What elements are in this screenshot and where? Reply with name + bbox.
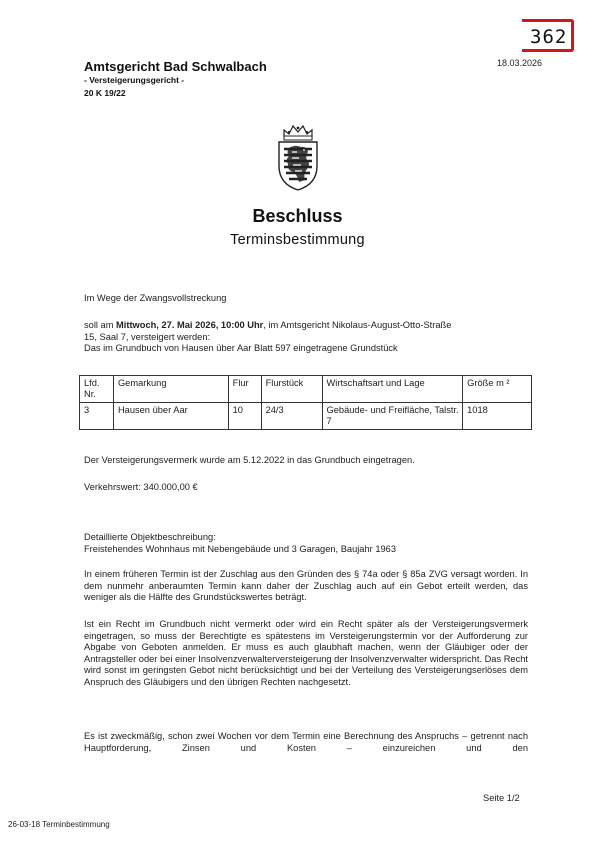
court-name: Amtsgericht Bad Schwalbach xyxy=(84,59,267,74)
paragraph-claim-calculation: Es ist zweckmäßig, schon zwei Wochen vor dem Termin eine Berechnung des Anspruchs – getrennt nach Hauptforderung, Zinsen und Kosten – einzureichen und den xyxy=(84,731,528,753)
badge-number: 362 xyxy=(530,26,568,48)
paragraph-prior-term: In einem früheren Termin ist der Zuschlag aus den Gründen des § 74a oder § 85a ZVG versagt worden. In dem nunmehr anberaumten Termin kann daher der Zuschlag auch auf ein Gebot erteilt werden, das weniger als die Hälfte des Grundstückswertes beträgt. xyxy=(84,569,528,603)
auction-room: 15, Saal 7, versteigert werden: xyxy=(84,331,211,342)
table-cell: 3 xyxy=(80,403,114,430)
column-header: Flurstück xyxy=(261,376,322,403)
auction-prefix: soll am xyxy=(84,320,117,330)
description-heading: Detaillierte Objektbeschreibung: xyxy=(84,532,216,542)
page-indicator: Seite 1/2 xyxy=(483,793,520,803)
market-value: Verkehrswert: 340.000,00 € xyxy=(84,482,198,492)
case-number: 20 K 19/22 xyxy=(84,88,126,98)
column-header: Gemarkung xyxy=(113,376,228,403)
auction-location: , im Amtsgericht Nikolaus-August-Otto-Straße xyxy=(263,320,452,330)
file-name-footer: 26-03-18 Terminbestimmung xyxy=(8,820,110,829)
document-date: 18.03.2026 xyxy=(497,58,543,68)
table-cell: Hausen über Aar xyxy=(113,403,228,430)
auction-date: Mittwoch, 27. Mai 2026, 10:00 Uhr xyxy=(116,320,264,330)
column-header: Lfd. Nr. xyxy=(80,376,114,403)
property-table xyxy=(79,375,532,430)
table-cell: Gebäude- und Freifläche, Talstr. 7 xyxy=(322,403,463,430)
column-header: Wirtschaftsart und Lage xyxy=(322,376,463,403)
hessen-coat-of-arms-icon xyxy=(275,122,321,192)
document-subtitle: Terminsbestimmung xyxy=(230,232,365,248)
table-cell: 10 xyxy=(228,403,261,430)
column-header: Flur xyxy=(228,376,261,403)
paragraph-rights-notice: Ist ein Recht im Grundbuch nicht vermerkt oder wird ein Recht später als der Versteigerungsvermerk eingetragen, so muss der Berechtigte es spätestens im Versteigerungstermin vor der Aufforderung zur Abgabe von Geboten anmelden. Er muss es auch glaubhaft machen, wenn der Gläubiger oder der Antragsteller oder bei einer Insolvenzverwalterversteigerung der Insolvenzverwalter widerspricht. Das Recht wird sonst im geringsten Gebot nicht berücksichtigt und bei der Verteilung des Versteigerungserlöses dem Anspruch des Gläubigers und den übrigen Rechten nachgesetzt. xyxy=(84,619,528,687)
registration-note: Der Versteigerungsvermerk wurde am 5.12.2022 in das Grundbuch eingetragen. xyxy=(84,455,415,465)
table-header-row xyxy=(80,376,532,403)
table-cell: 24/3 xyxy=(261,403,322,430)
description-text: Freistehendes Wohnhaus mit Nebengebäude und 3 Garagen, Baujahr 1963 xyxy=(84,544,397,554)
table-row xyxy=(80,403,532,430)
intro-text: Im Wege der Zwangsvollstreckung xyxy=(84,293,227,303)
table-cell: 1018 xyxy=(463,403,532,430)
land-register-entry: Das im Grundbuch von Hausen über Aar Blatt 597 eingetragene Grundstück xyxy=(84,343,398,354)
page-number-badge xyxy=(522,19,574,52)
document-title: Beschluss xyxy=(252,206,343,226)
column-header: Größe m ² xyxy=(463,376,532,403)
court-subtitle: - Versteigerungsgericht - xyxy=(84,75,185,85)
auction-paragraph xyxy=(84,320,528,355)
